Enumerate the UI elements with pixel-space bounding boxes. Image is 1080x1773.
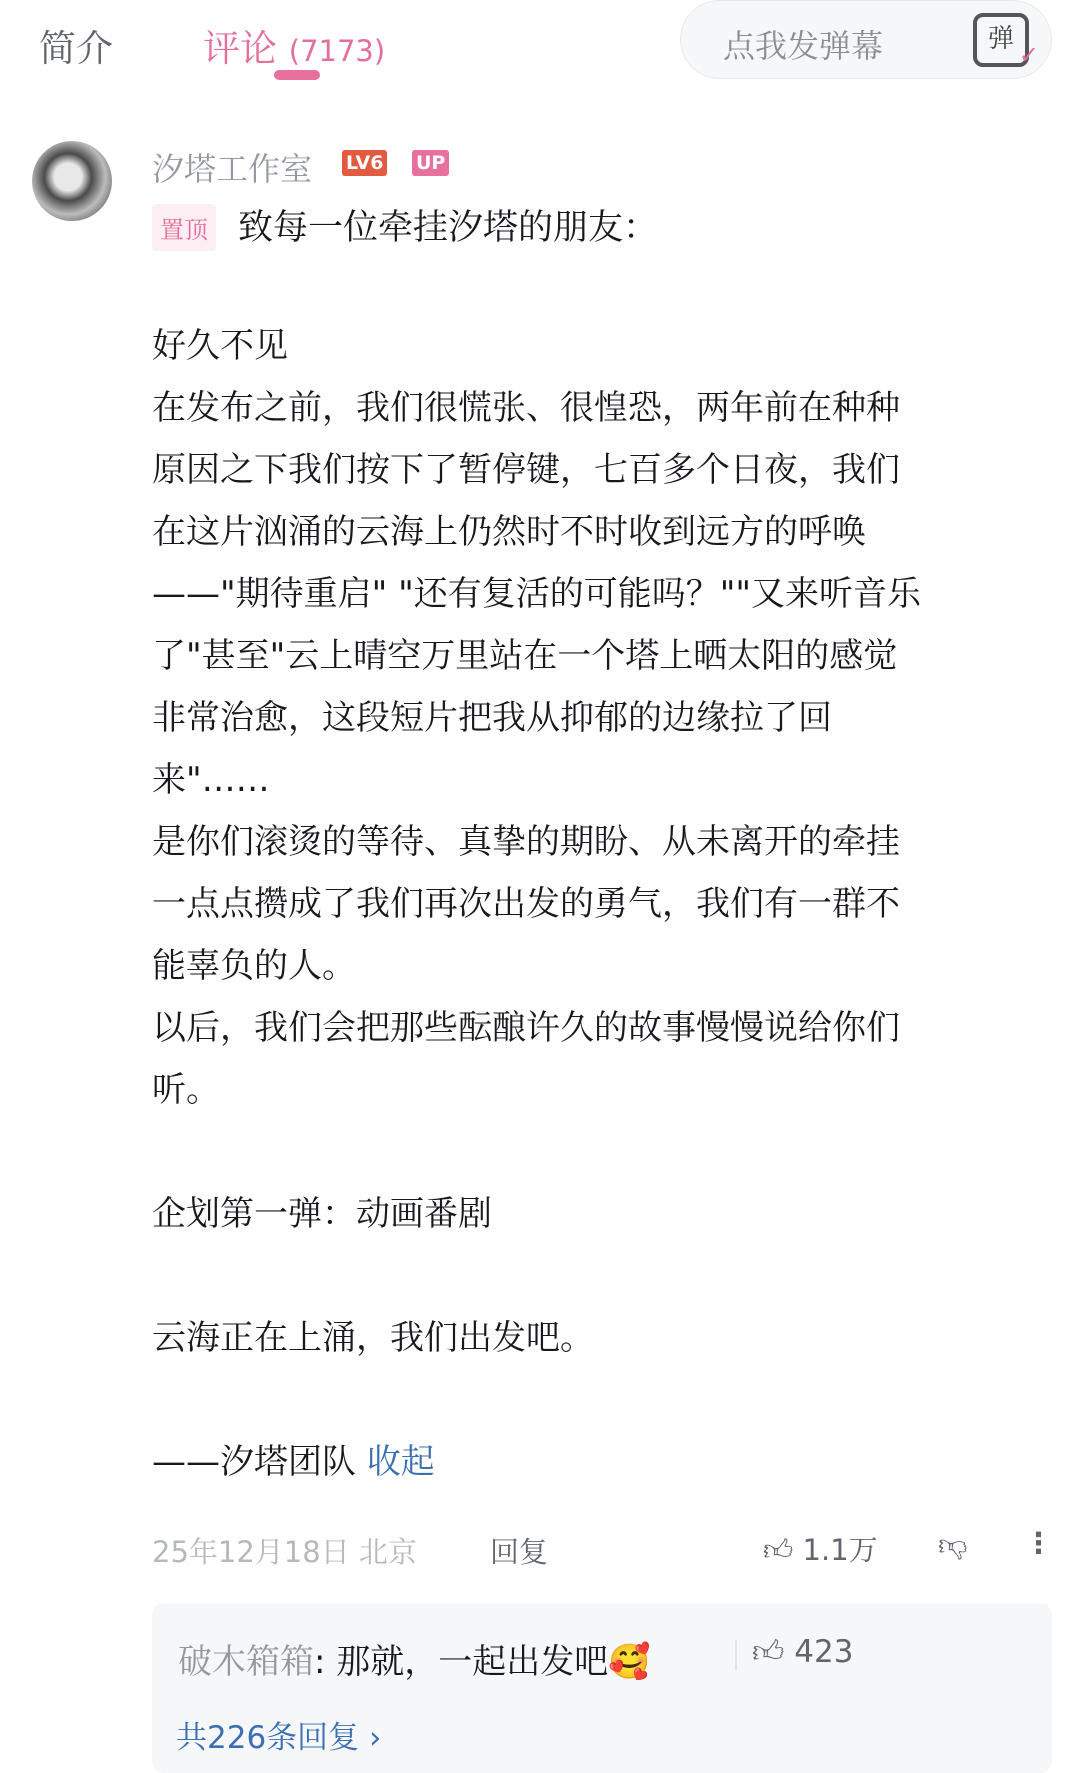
divider [735,1640,737,1670]
hug-heart-emoji-icon: 🥰 [608,1642,651,1682]
thumbs-down-icon: 👎︎ [938,1528,968,1562]
reply-username[interactable]: 破木箱箱 [178,1642,314,1682]
comment-line: 好久不见 [152,326,288,366]
reply-like-count: 423 [794,1634,854,1670]
collapse-link[interactable]: 收起 [366,1442,435,1482]
comment-line: 听。 [152,1070,220,1110]
comment-line: 一点点攒成了我们再次出发的勇气，我们有一群不 [152,884,900,924]
pinned-badge: 置顶 [152,204,216,251]
comment-line: 在发布之前，我们很慌张、很惶恐，两年前在种种 [152,388,900,428]
comment-date: 25年12月18日 北京 [152,1535,417,1569]
dislike-button[interactable] [938,1528,967,1563]
more-options-icon[interactable]: ⋮ [1024,1526,1053,1560]
comment-line: 非常治愈，这段短片把我从抑郁的边缘拉了回 [152,698,832,738]
username[interactable]: 汐塔工作室 [152,150,313,188]
like-count: 1.1万 [802,1533,878,1567]
avatar[interactable] [32,141,112,221]
danmaku-toggle-icon[interactable]: 弹 ✓ [973,13,1029,67]
up-badge: UP [412,150,449,176]
comment-line: 了"甚至"云上晴空万里站在一个塔上晒太阳的感觉 [152,636,898,676]
comment-line: ——"期待重启" "还有复活的可能吗？""又来听音乐 [152,574,921,614]
comment-line: 以后，我们会把那些酝酿许久的故事慢慢说给你们 [152,1008,900,1048]
active-tab-indicator [274,70,320,80]
comment-line: 在这片汹涌的云海上仍然时不时收到远方的呼唤 [152,512,866,552]
reply-preview[interactable]: 破木箱箱: 那就，一起出发吧🥰 [178,1642,651,1682]
tab-comments-label: 评论 [203,27,277,70]
comment-line: 原因之下我们按下了暂停键，七百多个日夜，我们 [152,450,900,490]
reply-like-button[interactable] [752,1634,853,1671]
view-replies-label: 共226条回复 [176,1720,360,1756]
level-badge: LV6 [342,150,387,176]
view-all-replies-link[interactable] [176,1712,381,1757]
danmaku-placeholder: 点我发弹幕 [723,27,884,65]
chevron-right-icon: › [369,1720,382,1756]
danmaku-input[interactable] [680,0,1052,79]
signature-text: ——汐塔团队 [152,1442,356,1482]
comment-line: 云海正在上涌，我们出发吧。 [152,1318,594,1358]
comment-signature [152,1434,435,1483]
reply-text: 那就，一起出发吧 [336,1642,609,1682]
thumbs-up-icon: 👍︎ [752,1634,785,1670]
reply-button[interactable]: 回复 [490,1535,549,1569]
comment-line: 企划第一弹：动画番剧 [152,1194,492,1234]
comment-count: (7173) [288,34,386,68]
comment-title: 致每一位牵挂汐塔的朋友： [238,208,659,248]
tab-intro[interactable]: 简介 [39,27,113,70]
comment-line: 能辜负的人。 [152,946,356,986]
comment-line: 是你们滚烫的等待、真挚的期盼、从未离开的牵挂 [152,822,900,862]
like-button[interactable] [763,1528,878,1569]
thumbs-up-icon: 👍︎ [763,1533,794,1567]
comment-line: 来"…… [152,760,270,800]
tab-comments[interactable] [203,18,385,72]
